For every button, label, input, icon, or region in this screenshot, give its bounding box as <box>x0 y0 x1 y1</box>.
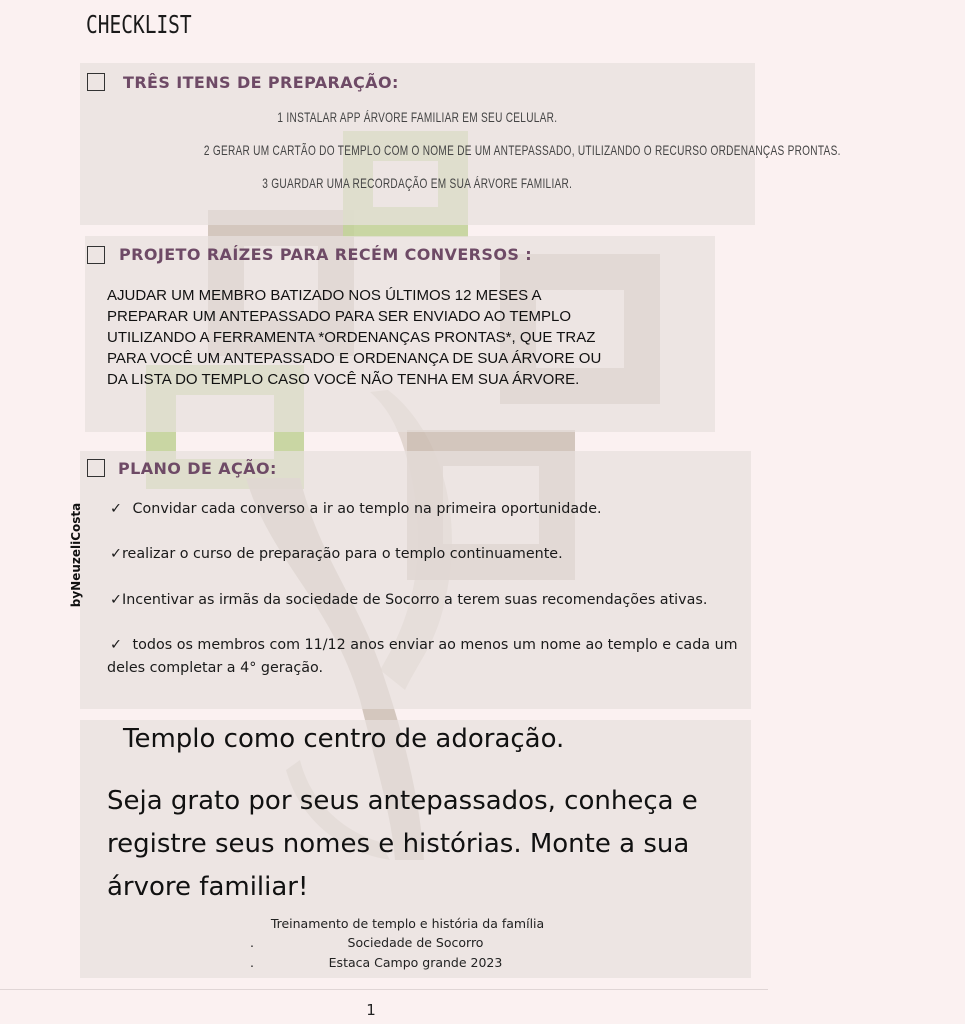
author-credit: byNeuzeliCosta <box>69 502 83 608</box>
check-icon: ✓ <box>110 637 122 653</box>
footer-line: . Sociedade de Socorro <box>250 935 484 950</box>
roots-description: AJUDAR UM MEMBRO BATIZADO NOS ÚLTIMOS 12 MESES A PREPARAR UM ANTEPASSADO PARA SER ENVIADO AO TEMPLO UTILIZANDO A FERRAMENTA *ORDENANÇAS PRONTAS*, QUE TRAZ PARA VOCÊ UM ANTEPASSADO E ORDENANÇA DE SUA ÁRVORE OU DA LISTA DO TEMPLO CASO VOCÊ NÃO TENHA EM SUA ÁRVORE. <box>107 287 602 388</box>
action-item: ✓realizar o curso de preparação para o templo continuamente. <box>110 546 563 562</box>
closing-heading: Templo como centro de adoração. <box>123 724 565 754</box>
preparation-item: 1 INSTALAR APP ÁRVORE FAMILIAR EM SEU CELULAR. <box>277 109 557 125</box>
check-icon: ✓ <box>110 546 122 562</box>
action-item: ✓ todos os membros com 11/12 anos enviar ao menos um nome ao templo e cada um deles completar a 4° geração. <box>107 637 738 676</box>
check-icon: ✓ <box>110 592 122 608</box>
footer-line: Treinamento de templo e história da família <box>270 916 545 931</box>
page-number: 1 <box>366 1001 376 1019</box>
action-item: ✓Incentivar as irmãs da sociedade de Socorro a terem suas recomendações ativas. <box>110 592 708 608</box>
preparation-item: 2 GERAR UM CARTÃO DO TEMPLO COM O NOME DE UM ANTEPASSADO, UTILIZANDO O RECURSO ORDENANÇAS PRONTAS. <box>203 142 841 158</box>
check-icon: ✓ <box>110 501 122 517</box>
footer-line: . Estaca Campo grande 2023 <box>250 955 503 970</box>
roots-heading: PROJETO RAÍZES PARA RECÉM CONVERSOS : <box>119 245 533 264</box>
closing-paragraph: Seja grato por seus antepassados, conheça e registre seus nomes e histórias. Monte a sua árvore familiar! <box>107 786 698 902</box>
action-plan-checkbox[interactable] <box>87 459 105 477</box>
roots-checkbox[interactable] <box>87 246 105 264</box>
page-divider <box>0 989 768 990</box>
preparation-item: 3 GUARDAR UMA RECORDAÇÃO EM SUA ÁRVORE FAMILIAR. <box>262 175 572 191</box>
preparation-checkbox[interactable] <box>87 73 105 91</box>
footer-dot: . <box>250 935 254 950</box>
action-item: ✓ Convidar cada converso a ir ao templo na primeira oportunidade. <box>110 501 602 517</box>
footer-dot: . <box>250 955 254 970</box>
action-plan-heading: PLANO DE AÇÃO: <box>118 459 277 478</box>
preparation-heading: TRÊS ITENS DE PREPARAÇÃO: <box>123 73 399 92</box>
page-title: CHECKLIST <box>86 10 192 39</box>
